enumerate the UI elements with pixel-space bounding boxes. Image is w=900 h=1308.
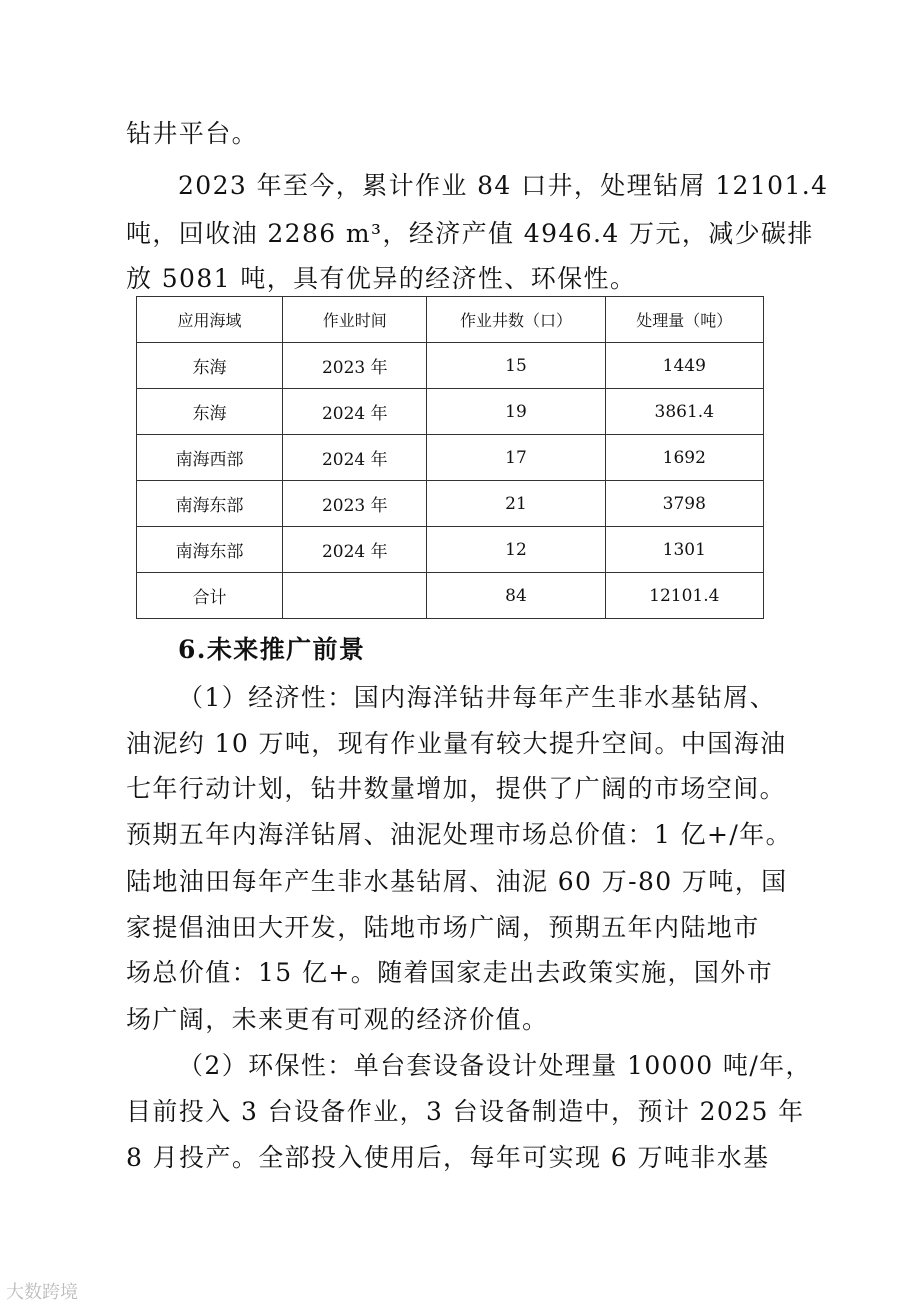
text-line: 吨，回收油 2286 m³，经济产值 4946.4 万元，减少碳排 [126,219,814,248]
table-cell: 84 [427,573,605,619]
table-cell: 1692 [605,435,763,481]
table-cell: 东海 [137,343,283,389]
table-row [137,343,764,389]
table-cell: 2024 年 [283,527,427,573]
table-cell: 南海东部 [137,481,283,527]
table-row [137,389,764,435]
table-total-row [137,573,764,619]
table-cell: 合计 [137,573,283,619]
text-line: 陆地油田每年产生非水基钻屑、油泥 60 万-80 万吨，国 [126,867,788,896]
section-heading: 6.未来推广前景 [178,635,366,664]
text-line: 场总价值：15 亿+。随着国家走出去政策实施，国外市 [126,958,774,987]
table-cell: 21 [427,481,605,527]
text-line: 油泥约 10 万吨，现有作业量有较大提升空间。中国海油 [126,729,787,758]
text-line: 8 月投产。全部投入使用后，每年可实现 6 万吨非水基 [126,1143,770,1172]
table-cell [283,573,427,619]
text-line: 场广阔，未来更有可观的经济价值。 [126,1005,549,1034]
column-header: 作业井数（口） [427,297,605,343]
table-cell: 2023 年 [283,343,427,389]
table-cell: 15 [427,343,605,389]
table-row [137,481,764,527]
data-table [136,296,764,619]
table-cell: 17 [427,435,605,481]
text-line: 预期五年内海洋钻屑、油泥处理市场总价值：1 亿+/年。 [126,820,793,849]
table-cell: 南海东部 [137,527,283,573]
column-header: 处理量（吨） [605,297,763,343]
text-line: 目前投入 3 台设备作业，3 台设备制造中，预计 2025 年 [126,1097,805,1126]
table-cell: 12 [427,527,605,573]
text-line: （1）经济性：国内海洋钻井每年产生非水基钻屑、 [178,683,777,712]
table-cell: 19 [427,389,605,435]
table-cell: 南海西部 [137,435,283,481]
table-cell: 2024 年 [283,435,427,481]
text-line: 放 5081 吨，具有优异的经济性、环保性。 [126,264,637,293]
text-line: （2）环保性：单台套设备设计处理量 10000 吨/年， [178,1051,812,1080]
table-cell: 东海 [137,389,283,435]
table-cell: 3861.4 [605,389,763,435]
table-cell: 2024 年 [283,389,427,435]
table-cell: 1301 [605,527,763,573]
table-row [137,435,764,481]
text-line: 家提倡油田大开发，陆地市场广阔，预期五年内陆地市 [126,913,760,942]
table-cell: 3798 [605,481,763,527]
table-cell: 2023 年 [283,481,427,527]
text-line: 七年行动计划，钻井数量增加，提供了广阔的市场空间。 [126,774,787,803]
text-line: 2023 年至今，累计作业 84 口井，处理钻屑 12101.4 [178,171,829,200]
table-cell: 1449 [605,343,763,389]
column-header: 作业时间 [283,297,427,343]
watermark-logo: 大数跨境 [6,1282,78,1303]
column-header: 应用海域 [137,297,283,343]
text-line: 钻井平台。 [126,119,259,148]
table-row [137,527,764,573]
table-cell: 12101.4 [605,573,763,619]
table-header-row [137,297,764,343]
